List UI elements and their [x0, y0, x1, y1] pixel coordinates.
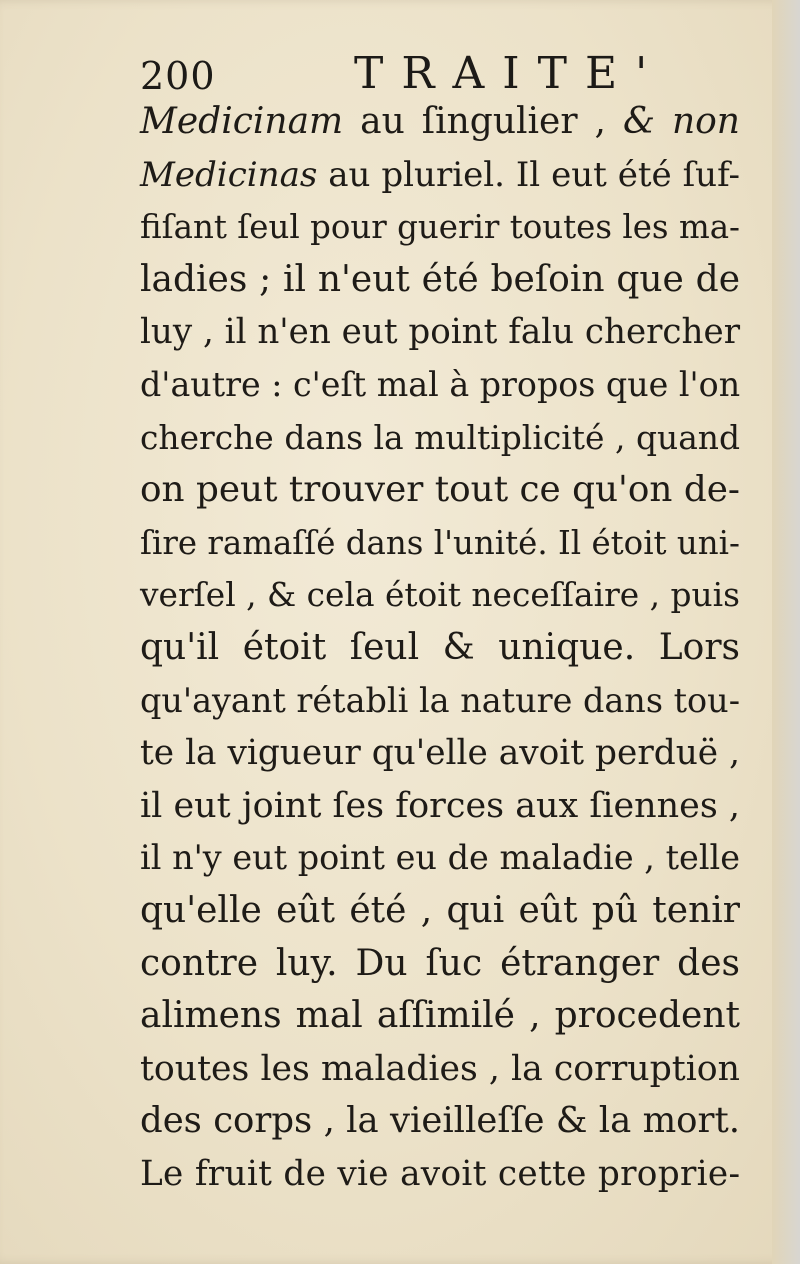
text-line	[140, 780, 740, 833]
text-line	[140, 359, 740, 412]
text-line	[140, 832, 740, 885]
text-line	[140, 938, 740, 991]
text-line	[140, 254, 740, 307]
text-line	[140, 727, 740, 780]
page-header	[140, 48, 740, 98]
text-segment: il n'y eut point eu de maladie , telle	[140, 838, 740, 878]
text-segment: qu'ayant rétabli la nature dans tou-	[140, 680, 740, 720]
text-segment: ſire ramaſſé dans l'unité. Il étoit uni-	[140, 523, 740, 562]
text-segment: il eut joint ſes forces aux ſiennes ,	[140, 785, 740, 826]
text-line	[140, 569, 740, 622]
text-line	[140, 306, 740, 359]
text-segment: te la vigueur qu'elle avoit perduë ,	[140, 733, 740, 774]
text-line	[140, 1095, 740, 1148]
text-line	[140, 517, 740, 570]
text-segment: au pluriel. Il eut été ſuf-	[317, 154, 740, 195]
text-segment: qu'il étoit ſeul & unique. Lors	[140, 626, 740, 668]
text-segment: au ſingulier ,	[343, 101, 623, 142]
running-title: TRAITE'	[354, 48, 666, 99]
text-line	[140, 149, 740, 202]
text-segment: fiſant ſeul pour guerir toutes les ma-	[140, 208, 740, 247]
text-segment: qu'elle eût été , qui eût pû tenir	[140, 889, 740, 931]
text-line	[140, 1148, 740, 1201]
text-line	[140, 201, 740, 254]
text-line	[140, 885, 740, 938]
text-segment: alimens mal aſſimilé , procedent	[140, 995, 740, 1037]
italic-text: & non	[622, 101, 740, 142]
text-segment: cherche dans la multiplicité , quand	[140, 417, 740, 457]
text-line	[140, 675, 740, 728]
text-segment: verſel , & cela étoit neceſſaire , puis	[140, 576, 740, 615]
page-number: 200	[140, 54, 216, 98]
text-segment: des corps , la vieilleſſe & la mort.	[140, 1100, 740, 1142]
text-segment: ladies ; il n'eut été beſoin que de	[140, 258, 740, 300]
italic-text: Medicinam	[140, 101, 344, 142]
text-line	[140, 464, 740, 517]
body-text	[140, 96, 740, 1200]
text-segment: Le fruit de vie avoit cette proprie-	[140, 1153, 741, 1194]
text-segment: on peut trouver tout ce qu'on de-	[140, 469, 740, 511]
text-segment: luy , il n'en eut point falu chercher	[140, 312, 740, 353]
text-line	[140, 412, 740, 465]
text-line	[140, 622, 740, 675]
text-line	[140, 1043, 740, 1096]
italic-text: Medicinas	[140, 154, 318, 195]
page-edge	[772, 0, 800, 1264]
text-line	[140, 96, 740, 149]
text-segment: toutes les maladies , la corruption	[140, 1048, 740, 1089]
text-segment: contre luy. Du ſuc étranger des	[140, 942, 740, 984]
text-line	[140, 990, 740, 1043]
text-segment: d'autre : c'eſt mal à propos que l'on	[140, 364, 741, 404]
